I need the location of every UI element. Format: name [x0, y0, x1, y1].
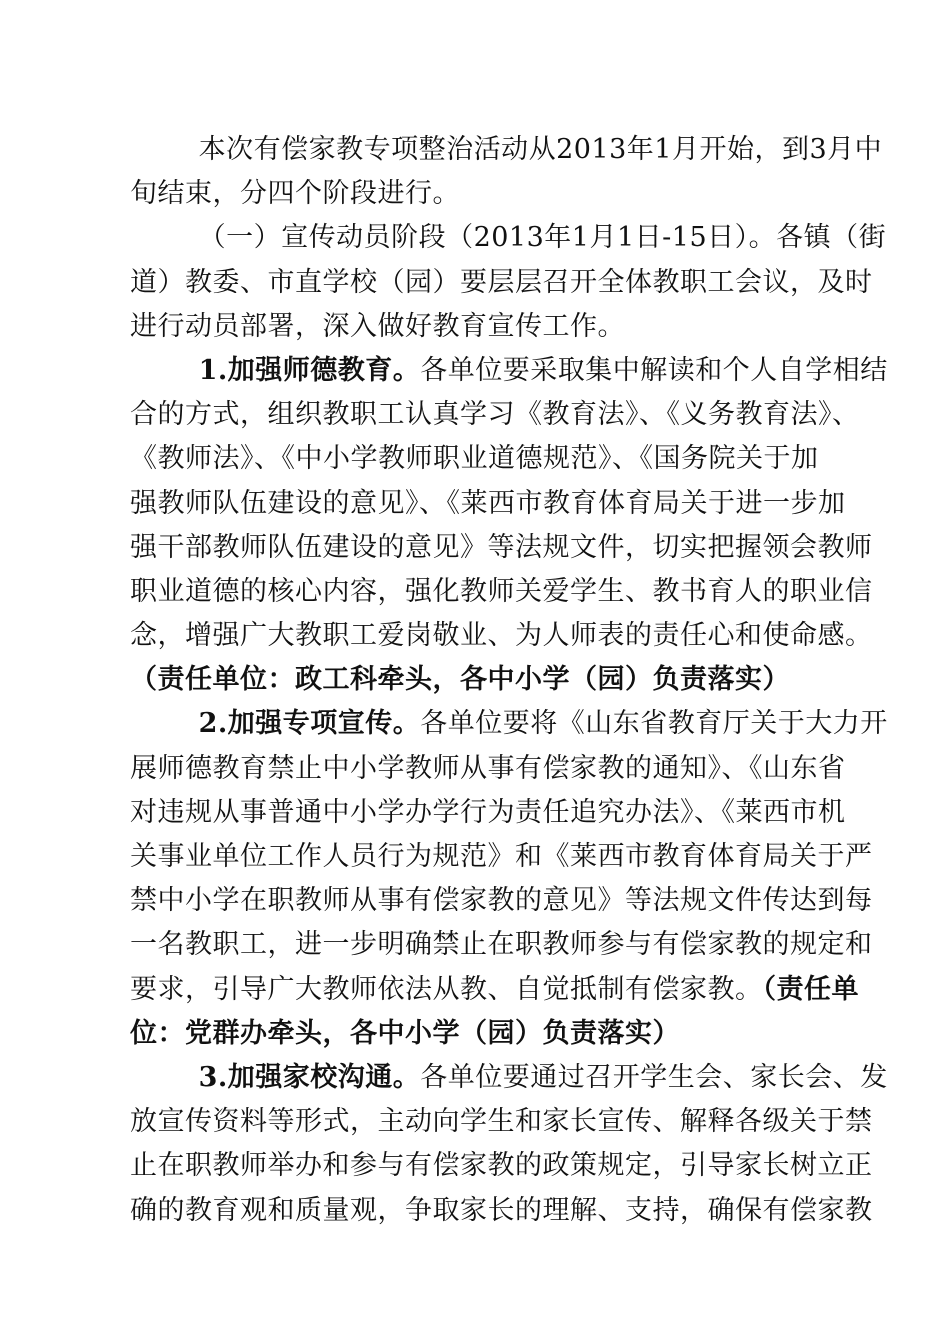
text-segment: 放宣传资料等形式，主动向学生和家长宣传、解释各级关于禁 — [130, 1106, 873, 1138]
text-line — [130, 1012, 820, 1056]
text-segment: 道）教委、市直学校（园）要层层召开全体教职工会议，及时 — [130, 266, 873, 298]
text-segment: （一）宣传动员阶段（2013年1月1日-15日）。各镇（街 — [198, 222, 887, 254]
bold-text-segment: 3.加强家校沟通。 — [198, 1061, 421, 1093]
bold-text-segment: 1.加强师德教育。 — [198, 354, 421, 386]
text-line — [130, 172, 820, 216]
text-line — [130, 1100, 873, 1144]
text-line — [130, 526, 873, 570]
text-line — [130, 570, 873, 614]
text-segment: 各单位要将《山东省教育厅关于大力开 — [420, 708, 888, 740]
text-segment: 《教师法》、《中小学教师职业道德规范》、《国务院关于加 — [130, 443, 819, 475]
text-line — [130, 835, 873, 879]
text-line — [130, 923, 873, 967]
bold-text-segment: 位：党群办牵头，各中小学（园）负责落实） — [130, 1017, 680, 1049]
bold-text-segment: （责任单 — [762, 973, 859, 1005]
text-line — [130, 879, 873, 923]
text-segment: 念，增强广大教职工爱岗敬业、为人师表的责任心和使命感。 — [130, 620, 873, 652]
text-segment: 止在职教师举办和参与有偿家教的政策规定，引导家长树立正 — [130, 1150, 873, 1182]
text-line — [130, 128, 883, 172]
text-line — [130, 437, 820, 481]
text-line — [130, 349, 888, 393]
text-segment: 各单位要采取集中解读和个人自学相结 — [420, 354, 888, 386]
bold-text-segment: （责任单位：政工科牵头，各中小学（园）负责落实） — [130, 664, 790, 696]
text-segment: 关事业单位工作人员行为规范》和《莱西市教育体育局关于严 — [130, 841, 873, 872]
text-line — [130, 791, 846, 835]
text-line — [130, 216, 887, 260]
text-segment: 一名教职工，进一步明确禁止在职教师参与有偿家教的规定和 — [130, 929, 873, 961]
text-line — [130, 747, 846, 791]
text-segment: 职业道德的核心内容，强化教师关爱学生、教书育人的职业信 — [130, 575, 873, 607]
text-line — [130, 1144, 873, 1188]
text-segment: 禁中小学在职教师从事有偿家教的意见》等法规文件传达到每 — [130, 885, 873, 917]
text-segment: 对违规从事普通中小学办学行为责任追究办法》、《莱西市机 — [130, 796, 846, 828]
text-segment: 强教师队伍建设的意见》、《莱西市教育体育局关于进一步加 — [130, 487, 846, 519]
bold-text-segment: 2.加强专项宣传。 — [198, 708, 421, 740]
text-segment: 确的教育观和质量观，争取家长的理解、支持，确保有偿家教 — [130, 1194, 873, 1226]
text-line — [130, 658, 820, 702]
text-segment: 进行动员部署，深入做好教育宣传工作。 — [130, 310, 625, 342]
text-line — [130, 305, 820, 349]
text-segment: 本次有偿家教专项整治活动从2013年1月开始，到3月中 — [198, 134, 883, 165]
text-segment: 展师德教育禁止中小学教师从事有偿家教的通知》、《山东省 — [130, 752, 846, 784]
text-segment: 要求，引导广大教师依法从教、自觉抵制有偿家教。 — [130, 973, 763, 1005]
text-line — [130, 1189, 873, 1233]
text-line — [130, 614, 873, 658]
text-line — [130, 482, 846, 526]
text-segment: 旬结束，分四个阶段进行。 — [130, 178, 460, 210]
text-line — [130, 261, 873, 305]
text-line — [130, 702, 888, 746]
text-segment: 合的方式，组织教职工认真学习《教育法》、《义务教育法》、 — [130, 399, 860, 431]
document-page — [130, 128, 888, 1233]
text-segment: 各单位要通过召开学生会、家长会、发 — [420, 1061, 888, 1093]
text-line — [130, 393, 860, 437]
text-segment: 强干部教师队伍建设的意见》等法规文件，切实把握领会教师 — [130, 531, 873, 563]
text-line — [130, 968, 859, 1012]
text-line — [130, 1056, 888, 1100]
